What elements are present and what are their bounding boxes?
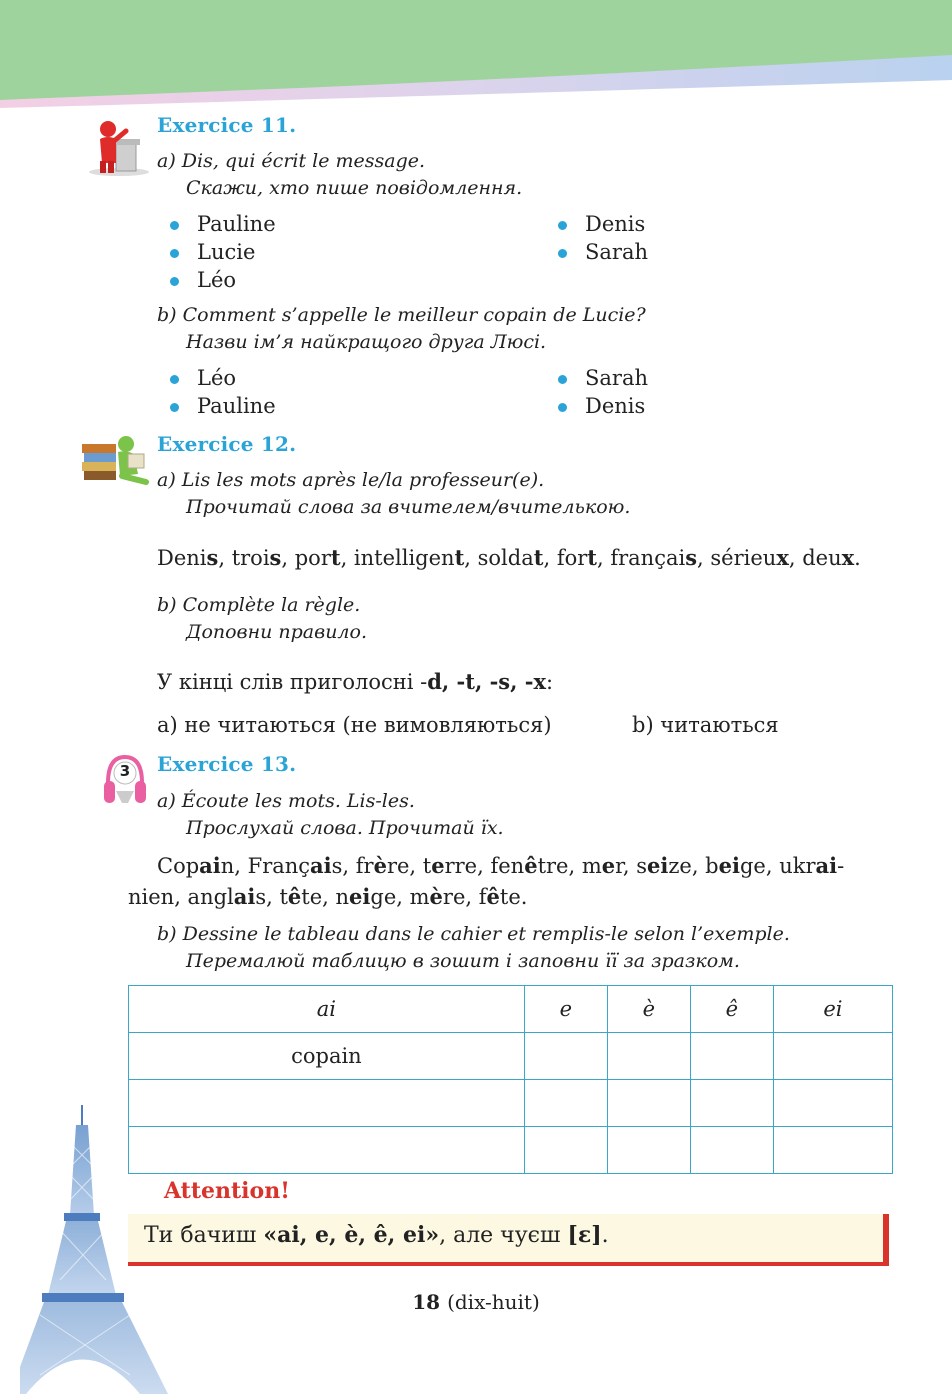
table-cell: [690, 1033, 773, 1080]
table-cell: [773, 1127, 892, 1174]
page-number-digits: 18: [412, 1290, 441, 1314]
list-item: Denis: [545, 392, 648, 420]
table-row: [129, 1080, 893, 1127]
ex12-a-instruction: [157, 467, 630, 521]
word-item: soldat,: [477, 545, 557, 570]
list-item: Sarah: [545, 238, 648, 266]
table-header-cell: e: [524, 986, 607, 1033]
ex12-word-list: [157, 542, 861, 574]
ex12-b-instruction: [157, 592, 367, 646]
word-item: français,: [610, 545, 711, 570]
ex13-b-instruction: [157, 921, 790, 975]
table-cell: [129, 1127, 525, 1174]
rule-prefix: У кінці слів приголосні -: [157, 670, 428, 694]
header-band: [0, 0, 952, 115]
ex13-a-instruction: [157, 788, 504, 842]
list-item: Lucie: [157, 238, 276, 266]
table-cell: [607, 1127, 690, 1174]
table-cell: [129, 1080, 525, 1127]
ex11-a-uk: Скажи, хто пише повідомлення.: [186, 177, 523, 199]
ex12-a-fr: a) Lis les mots après le/la professeur(e).: [157, 469, 545, 491]
word-item: deux.: [802, 545, 861, 570]
ex13-b-fr: b) Dessine le tableau dans le cahier et remplis-le selon l’exemple.: [157, 923, 790, 945]
ex11-b-instruction: [157, 302, 646, 356]
page-number-words: (dix-huit): [447, 1290, 540, 1314]
table-row: [129, 1127, 893, 1174]
table-cell: copain: [129, 1033, 525, 1080]
attention-sound: [ε]: [567, 1222, 602, 1248]
ex13-b-uk: Перемалюй таблицю в зошит і заповни її за зразком.: [186, 950, 740, 972]
ex12-a-uk: Прочитай слова за вчителем/вчителькою.: [186, 496, 631, 518]
attention-text-mid: , але чуєш: [439, 1223, 568, 1248]
table-header-row: [129, 986, 893, 1033]
ex13-a-uk: Прослухай слова. Прочитай їх.: [186, 817, 504, 839]
ex13-a-fr: a) Écoute les mots. Lis-les.: [157, 790, 415, 812]
list-item: Léo: [157, 266, 276, 294]
exercise-11-title: Exercice 11.: [157, 113, 297, 137]
list-item: Pauline: [157, 392, 276, 420]
ex13-words-line2: nien, anglais, tête, neige, mère, fête.: [128, 884, 528, 909]
table-cell: [773, 1080, 892, 1127]
ex12-rule: [157, 666, 553, 698]
ex11-a-list-left: [157, 210, 276, 294]
word-item: fort,: [556, 545, 611, 570]
table-header-cell: ê: [690, 986, 773, 1033]
table-header-cell: ei: [773, 986, 892, 1033]
word-item: sérieux,: [710, 545, 803, 570]
attention-text: [144, 1222, 609, 1248]
page-number: [0, 1290, 952, 1314]
speaker-figure-icon: [86, 117, 152, 177]
vowel-table: [128, 985, 893, 1174]
ex11-b-list-left: [157, 364, 276, 420]
table-cell: [524, 1127, 607, 1174]
ex13-words-line1: Copain, Français, frère, terre, fenêtre, mer, seize, beige, ukrai-: [157, 853, 845, 878]
word-item: port,: [294, 545, 354, 570]
word-item: Denis,: [157, 545, 232, 570]
table-header-cell: è: [607, 986, 690, 1033]
table-cell: [524, 1080, 607, 1127]
word-item: trois,: [231, 545, 295, 570]
ex11-a-fr: a) Dis, qui écrit le message.: [157, 150, 426, 172]
table-header-cell: ai: [129, 986, 525, 1033]
table-cell: [773, 1033, 892, 1080]
exercise-12-title: Exercice 12.: [157, 432, 297, 456]
exercise-13-title: Exercice 13.: [157, 752, 297, 776]
reading-figure-icon: [80, 430, 152, 488]
table-cell: [690, 1080, 773, 1127]
rule-suffix: :: [545, 670, 554, 694]
table-cell: [690, 1127, 773, 1174]
list-item: Sarah: [545, 364, 648, 392]
table-cell: [607, 1033, 690, 1080]
rule-letters: d, -t, -s, -x: [427, 669, 546, 694]
list-item: Pauline: [157, 210, 276, 238]
attention-box: [128, 1214, 889, 1266]
ex11-b-list-right: [545, 364, 648, 420]
ex11-b-fr: b) Comment s’appelle le meilleur copain de Lucie?: [157, 304, 646, 326]
ex11-b-uk: Назви ім’я найкращого друга Люсі.: [186, 331, 547, 353]
ex12-option-b: b) читаються: [632, 713, 779, 737]
audio-track-number: 3: [119, 762, 131, 780]
table-row: [129, 1033, 893, 1080]
ex12-option-a: a) не читаються (не вимовляються): [157, 713, 552, 737]
attention-text-pre: Ти бачиш: [144, 1223, 264, 1248]
attention-letters: «ai, e, è, ê, ei»: [263, 1222, 440, 1248]
ex11-a-list-right: [545, 210, 648, 266]
ex12-b-uk: Доповни правило.: [186, 621, 368, 643]
ex12-b-fr: b) Complète la règle.: [157, 594, 361, 616]
list-item: Denis: [545, 210, 648, 238]
attention-title: Attention!: [164, 1178, 290, 1204]
attention-text-end: .: [601, 1223, 609, 1248]
word-item: intelligent,: [353, 545, 478, 570]
ex11-a-instruction: [157, 148, 522, 202]
table-cell: [607, 1080, 690, 1127]
table-cell: [524, 1033, 607, 1080]
list-item: Léo: [157, 364, 276, 392]
